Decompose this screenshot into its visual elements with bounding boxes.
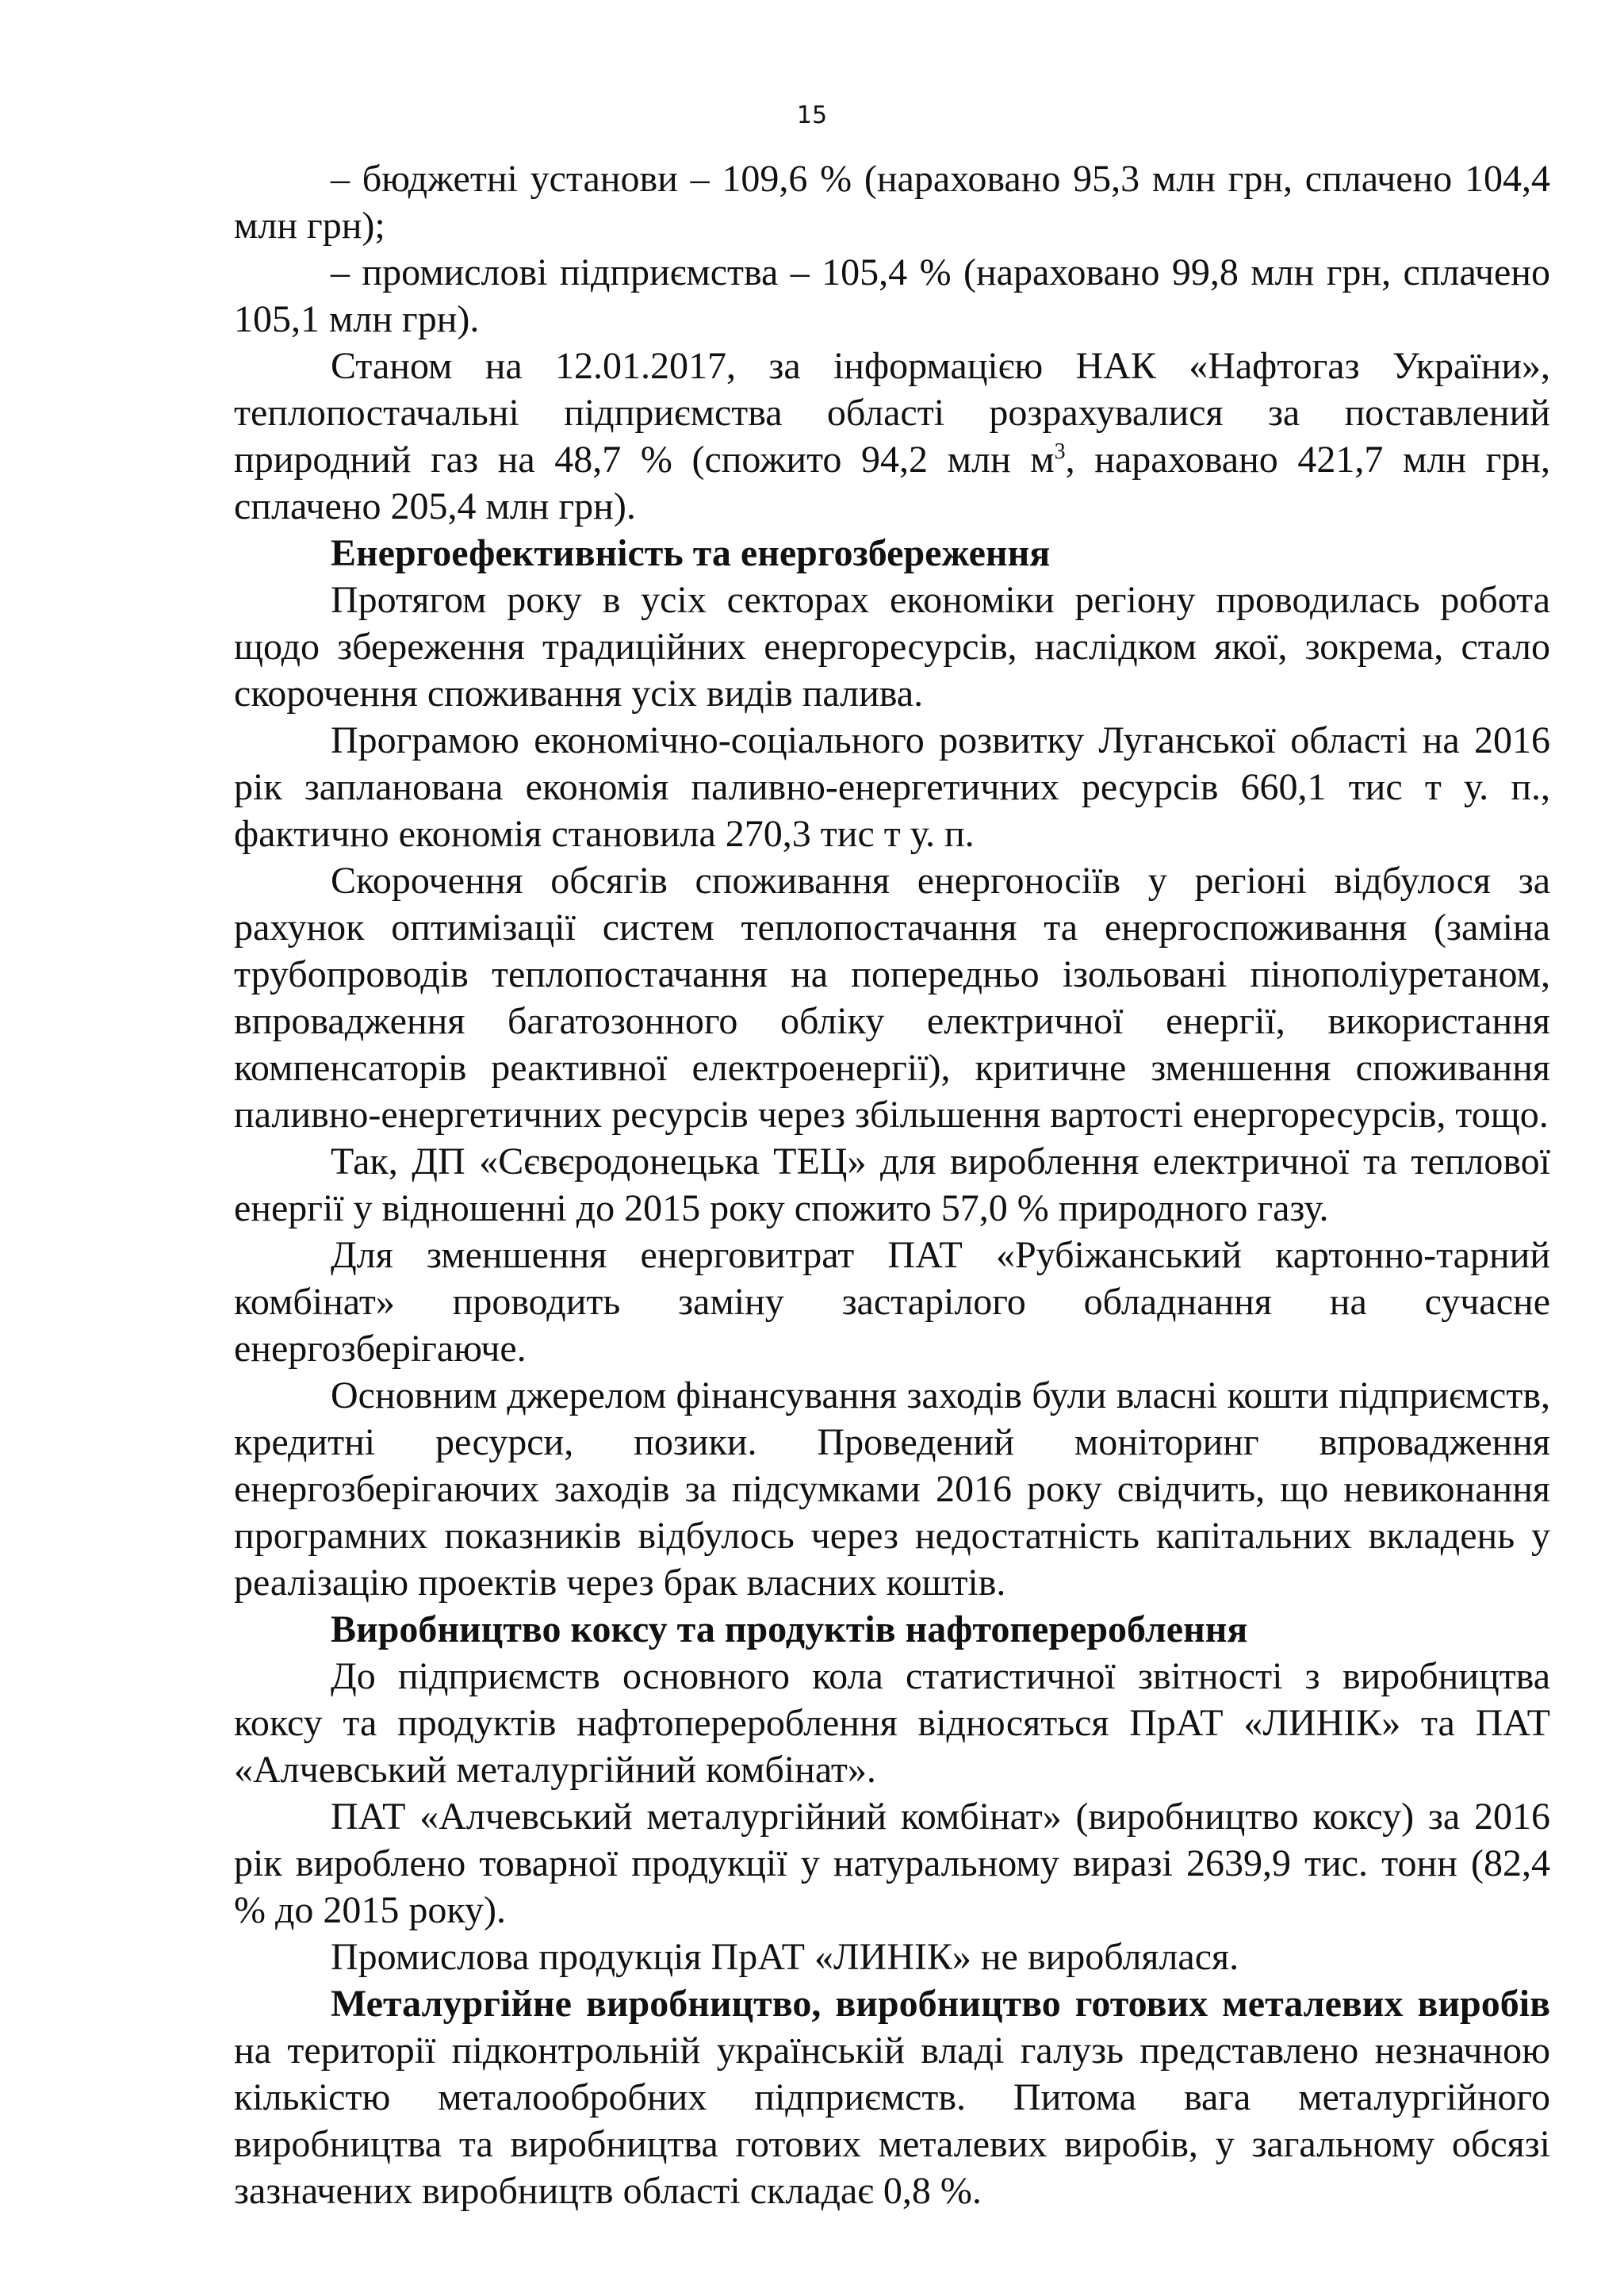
paragraph-industrial-enterprises: – промислові підприємства – 105,4 % (нараховано 99,8 млн грн, сплачено 105,1 млн грн). <box>234 251 1550 340</box>
text-segment: , нараховано 421,7 млн грн, сплачено 205,4 млн грн). <box>234 439 1550 527</box>
text-segment: на території підконтрольній українській владі галузь представлено незначною кількістю металообробних підприємств. Питома вага металургійного виробництва та виробництва готових металевих виробів, у загальному обсязі зазначених виробництв області складає 0,8 %. <box>234 2030 1550 2212</box>
paragraph-naftogaz-payments <box>234 343 1550 530</box>
paragraph-coke-enterprises: До підприємств основного кола статистичної звітності з виробництва коксу та продуктів нафтоперероблення відносяться ПрАТ «ЛИНІК» та ПАТ «Алчевський металургійний комбінат». <box>234 1655 1550 1791</box>
superscript: 3 <box>1054 439 1066 464</box>
paragraph-metallurgy <box>234 1980 1550 2214</box>
paragraph-linik-output: Промислова продукція ПрАТ «ЛИНІК» не вироблялася. <box>331 1936 1239 1978</box>
paragraph-severodonetsk-tec: Так, ДП «Сєвєродонецька ТЕЦ» для вироблення електричної та теплової енергії у відношенні до 2015 року спожито 57,0 % природного газу. <box>234 1140 1550 1229</box>
paragraph-consumption-reduction: Скорочення обсягів споживання енергоносіїв у регіоні відбулося за рахунок оптимізації систем теплопостачання та енергоспоживання (заміна трубопроводів теплопостачання на попередньо ізольовані пінополіуретаном, впровадження багатозонного обліку електричної енергії, використання компенсаторів реактивної електроенергії), критичне зменшення споживання паливно-енергетичних ресурсів через збільшення вартості енергоресурсів, тощо. <box>234 860 1550 1136</box>
section-heading-energy-efficiency: Енергоефективність та енергозбереження <box>331 532 1051 574</box>
section-heading-coke-production: Виробництво коксу та продуктів нафтоперероблення <box>331 1608 1248 1650</box>
inline-bold-heading: Металургійне виробництво, виробництво готових металевих виробів <box>331 1983 1550 2025</box>
page-number: 15 <box>796 102 828 129</box>
paragraph-budget-institutions: – бюджетні установи – 109,6 % (нараховано 95,3 млн грн, сплачено 104,4 млн грн); <box>234 158 1550 247</box>
paragraph-development-program: Програмою економічно-соціального розвитку Луганської області на 2016 рік запланована економія паливно-енергетичних ресурсів 660,1 тис т у. п., фактично економія становила 270,3 тис т у. п. <box>234 719 1550 855</box>
document-body <box>234 155 1550 2214</box>
paragraph-energy-saving-work: Протягом року в усіх секторах економіки регіону проводилась робота щодо збереження традиційних енергоресурсів, наслідком якої, зокрема, стало скорочення споживання усіх видів палива. <box>234 579 1550 715</box>
paragraph-alchevsk-output: ПАТ «Алчевський металургійний комбінат» (виробництво коксу) за 2016 рік вироблено товарної продукції у натуральному виразі 2639,9 тис. тонн (82,4 % до 2015 року). <box>234 1796 1550 1931</box>
paragraph-funding-sources: Основним джерелом фінансування заходів були власні кошти підприємств, кредитні ресурси, позики. Проведений моніторинг впровадження енергозберігаючих заходів за підсумками 2016 року свідчить, що невиконання програмних показників відбулось через недостатність капітальних вкладень у реалізацію проектів через брак власних коштів. <box>234 1374 1550 1604</box>
paragraph-rubizhne-plant: Для зменшення енерговитрат ПАТ «Рубіжанський картонно-тарний комбінат» проводить заміну застарілого обладнання на сучасне енергозберігаюче. <box>234 1234 1550 1370</box>
text-segment: Станом на 12.01.2017, за інформацією НАК «Нафтогаз України», теплопостачальні підприємства області розрахувалися за поставлений природний газ на 48,7 % (спожито 94,2 млн м <box>234 345 1550 481</box>
